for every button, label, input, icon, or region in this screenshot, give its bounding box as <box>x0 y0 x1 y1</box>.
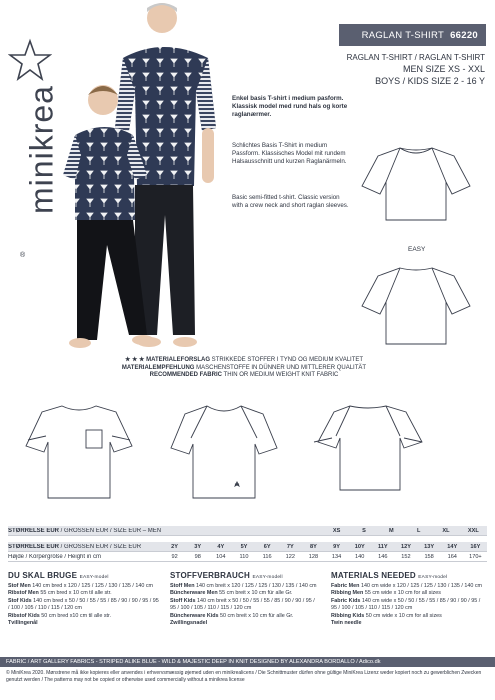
material-line: Twin needle <box>331 620 362 626</box>
size-cell: 170+ <box>469 553 482 560</box>
size-cell: 116 <box>262 553 272 560</box>
model-photo <box>55 0 230 358</box>
size-cell: 6Y <box>263 543 271 550</box>
size-cell: 152 <box>401 553 411 560</box>
size-cell: 98 <box>194 553 201 560</box>
copyright-notice: © MiniKrea 2020. Mønstrene må ikke kopieres eller anvendes i erhvervsmæssig øjemed uden en minikrealicens / Die Schnittmuster dürfen ohne gültige MiniKrea Lizenz weder kopiert noch zu gewerblichen Zwecken genutzt werden / The patterns may not be copied or otherwise used commercially without a minikrea license <box>6 670 482 683</box>
size-row-men: STØRRELSE EUR / GRÖSSEN EUR / SIZE EUR – MEN XS S M L XL XXL <box>8 526 487 536</box>
subtitle-line1: RAGLAN T-SHIRT / RAGLAN T-SHIRT <box>346 53 485 62</box>
material-line: Ribstof Kids 50 cm bred x10 cm til alle str. <box>8 612 112 619</box>
size-cell: 8Y <box>309 543 317 550</box>
size-cell: 164 <box>447 553 457 560</box>
material-line: Stof Kids 140 cm bred x 50 / 50 / 55 / 55 / 85 / 90 / 90 / 95 / 95 / 100 / 105 / 110 / 115 / 120 cm <box>8 597 159 611</box>
size-cell: 134 <box>331 553 342 560</box>
size-cell: XL <box>442 527 450 534</box>
material-line: Ribbing Men 55 cm wide x 10 cm for all sizes <box>331 590 441 596</box>
size-cell: 13Y <box>424 543 435 550</box>
subtitle-line3: BOYS / KIDS SIZE 2 - 16 Y <box>375 76 485 86</box>
size-cell: M <box>388 527 394 534</box>
size-cell: 11Y <box>378 543 388 550</box>
height-row: Højde / Körpergröße / Height in cm 92 98 104 110 116 122 128 134 140 146 152 158 164 170+ <box>8 552 487 562</box>
size-cell: 12Y <box>401 543 411 550</box>
pattern-header <box>339 24 486 46</box>
size-cell: 16Y <box>470 543 481 550</box>
material-line: Stoff Men 140 cm breit x 120 / 125 / 125 / 130 / 135 / 140 cm <box>170 582 317 589</box>
material-line: Ribbing Kids 50 cm wide x 10 cm for all sizes <box>331 612 442 619</box>
materials-da: DU SKAL BRUGE EASY-model Stof Men 140 cm bred x 120 / 125 / 125 / 130 / 135 / 140 cm Ribstof Men 55 cm bred x 10 cm til alle str. Stof Kids 140 cm bred x 50 / 50 / 55 / 55 / 85 / 90 / 90 / 95 / 95 / 100 / 105 / 110 / 115 / 120 cm Ribstof Kids 50 cm bred x10 cm til alle str. Tvillingenål <box>8 571 159 626</box>
size-cell: 5Y <box>240 543 248 550</box>
size-cell: 92 <box>171 553 178 560</box>
size-cell: 9Y <box>333 543 340 550</box>
tshirt-back-sketch <box>360 262 472 358</box>
material-line: Bünchenware Kids 50 cm breit x 10 cm für alle Gr. <box>170 612 294 619</box>
size-cell: 3Y <box>194 543 202 550</box>
material-line: Ribstof Men 55 cm bred x 10 cm til alle str. <box>8 590 112 596</box>
size-cell: 2Y <box>171 543 178 550</box>
size-table-kids <box>8 542 487 562</box>
materials-de: STOFFVERBRAUCH EASY-modell Stoff Men 140 cm breit x 120 / 125 / 125 / 130 / 135 / 140 cm Bünchenware Men 55 cm breit x 10 cm für alle Gr. Stoff Kids 140 cm breit x 50 / 50 / 55 / 55 / 85 / 90 / 90 / 95 / 95 / 100 / 105 / 110 / 115 / 120 cm Bünchenware Kids 50 cm breit x 10 cm für alle Gr. Zwillingsnadel <box>170 572 322 628</box>
size-cell: 7Y <box>286 543 294 550</box>
size-cell: 158 <box>424 553 434 560</box>
size-cell: 140 <box>355 553 365 560</box>
size-cell: 128 <box>308 553 319 560</box>
logo-wordmark: minikrea <box>23 85 60 214</box>
size-table-men <box>8 526 487 536</box>
fabric-credit-band: FABRIC / ART GALLERY FABRICS - STRIPED ALIKE BLUE - WILD & MAJESTIC DEEP IN KNIT DESIGNED BY ALEXANDRA BORDALLO / Adico.dk <box>0 657 495 667</box>
size-cell: L <box>416 527 421 534</box>
size-cell: 110 <box>239 553 249 560</box>
material-line: Fabric Men 140 cm wide x 120 / 125 / 125 / 130 / 135 / 140 cm <box>331 582 483 589</box>
size-row-kids: STØRRELSE EUR / GRÖSSEN EUR / SIZE EUR 2Y 3Y 4Y 5Y 6Y 7Y 8Y 9Y 10Y 11Y 12Y 13Y 14Y 16Y <box>8 542 487 552</box>
subtitle <box>347 52 485 87</box>
tshirt-raglan-back-sketch <box>312 402 424 498</box>
difficulty-label: EASY <box>408 246 426 253</box>
tshirt-pocket-sketch <box>20 400 138 502</box>
size-cell: 14Y <box>447 543 458 550</box>
description-en: Basic semi-fitted t-shirt. Classic version with a crew neck and short raglan sleeves. <box>232 194 349 210</box>
material-line: Fabric Kids 140 cm wide x 50 / 50 / 55 / 55 / 85 / 90 / 90 / 95 / 95 / 100 / 105 / 110 / 115 / 120 cm <box>331 597 481 611</box>
fabric-suggestion: ★ ★ ★ MATERIALEFORSLAG STRIKKEDE STOFFER I TYND OG MEDIUM KVALITET MATERIALEMPFEHLUNG MASCHENSTOFFE IN DÜNNER UND MITTLERER QUALITÄT RECOMMENDED FABRIC THIN OR MEDIUM WEIGHT KNIT FABRIC <box>121 357 367 379</box>
material-line: Zwillingsnadel <box>170 620 208 626</box>
size-cell: 104 <box>216 553 226 560</box>
material-line: Tvillingenål <box>8 620 38 626</box>
pattern-number: 66220 <box>450 29 478 41</box>
description-da: Enkel basis T-shirt i medium pasform. Klassisk model med rund hals og korte raglanærmer. <box>232 95 348 119</box>
material-line: Stof Men 140 cm bred x 120 / 125 / 125 / 130 / 135 / 140 cm <box>8 582 154 589</box>
size-cell: 146 <box>378 553 388 560</box>
registered-mark: ® <box>20 252 26 259</box>
size-cell: XXL <box>467 527 479 534</box>
size-cell: 4Y <box>217 543 225 550</box>
size-cell: S <box>362 527 366 534</box>
tshirt-front-sketch <box>360 140 472 230</box>
material-line: Stoff Kids 140 cm breit x 50 / 50 / 55 / 55 / 85 / 90 / 90 / 95 / 95 / 100 / 105 / 110 / 115 / 120 cm <box>170 597 315 611</box>
materials-en: MATERIALS NEEDED EASY-model Fabric Men 140 cm wide x 120 / 125 / 125 / 130 / 135 / 140 cm Ribbing Men 55 cm wide x 10 cm for all sizes Fabric Kids 140 cm wide x 50 / 50 / 55 / 55 / 85 / 90 / 90 / 95 / 95 / 100 / 105 / 110 / 115 / 120 cm Ribbing Kids 50 cm wide x 10 cm for all sizes Twin needle <box>331 571 483 626</box>
tshirt-raglan-front-sketch <box>165 402 283 502</box>
material-line: Bünchenware Men 55 cm breit x 10 cm für alle Gr. <box>170 590 293 596</box>
description-de: Schlichtes Basis T-Shirt in medium Passform. Klassisches Model mit rundem Halsausschnitt und kurzen Raglanärmeln. <box>232 142 347 166</box>
pattern-title: RAGLAN T-SHIRT <box>361 29 445 41</box>
size-cell: 10Y <box>354 543 365 550</box>
size-cell: 122 <box>285 553 295 560</box>
size-cell: XS <box>332 527 341 534</box>
subtitle-line2: MEN SIZE XS - XXL <box>402 64 485 74</box>
